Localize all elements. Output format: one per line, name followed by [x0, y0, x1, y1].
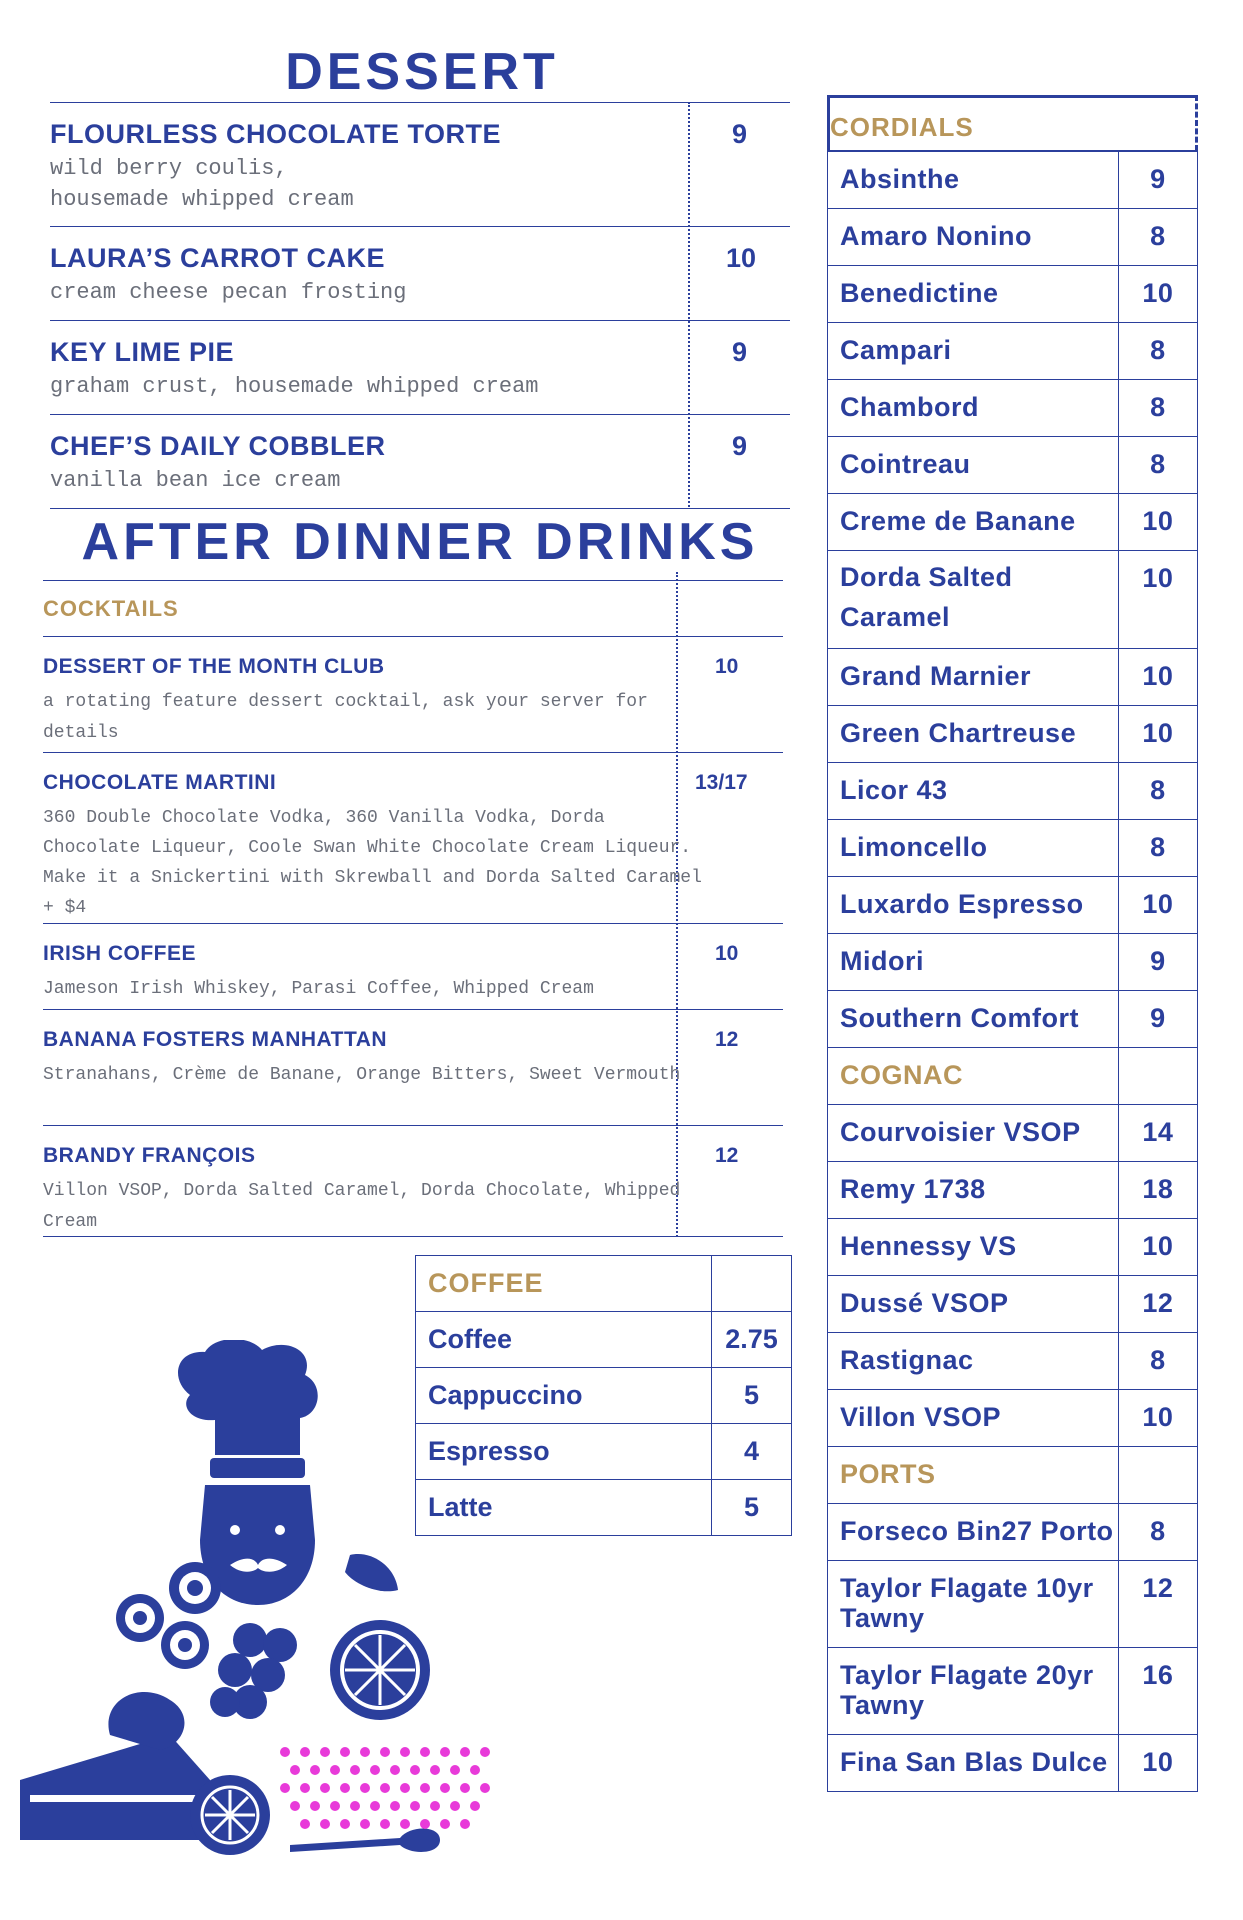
dot-pattern-icon	[280, 1747, 490, 1829]
cordial-name: Green Chartreuse	[828, 706, 1119, 763]
cocktails-end-rule	[43, 1236, 783, 1237]
cordial-name: Southern Comfort	[828, 991, 1119, 1048]
cocktail-name: BRANDY FRANÇOIS	[43, 1144, 256, 1167]
cocktail-item	[43, 1125, 783, 1241]
cocktail-price: 12	[715, 1028, 739, 1051]
coffee-item-name: Coffee	[416, 1312, 712, 1368]
cordial-row	[828, 706, 1198, 763]
chef-hat-icon	[178, 1340, 318, 1455]
dessert-item	[50, 102, 790, 226]
cocktail-name: DESSERT OF THE MONTH CLUB	[43, 655, 385, 678]
dessert-item-name: KEY LIME PIE	[50, 337, 235, 367]
cognac-price: 8	[1118, 1333, 1197, 1390]
cordial-row	[828, 437, 1198, 494]
cordial-name: Grand Marnier	[828, 649, 1119, 706]
cognac-row	[828, 1276, 1198, 1333]
cordial-row	[828, 266, 1198, 323]
leaf-icon	[345, 1554, 398, 1591]
cordial-name: Campari	[828, 323, 1119, 380]
cocktail-price: 12	[715, 1144, 739, 1167]
coffee-header: COFFEE	[416, 1256, 712, 1312]
dessert-item-name: CHEF’S DAILY COBBLER	[50, 431, 386, 461]
cordial-price: 10	[1118, 494, 1197, 551]
coffee-header-row	[416, 1256, 792, 1312]
dessert-item-desc: wild berry coulis, housemade whipped cream	[50, 156, 354, 212]
cocktails-list	[43, 580, 783, 1241]
cordial-name: Cointreau	[828, 437, 1119, 494]
dessert-item-name: LAURA’S CARROT CAKE	[50, 243, 386, 273]
cocktail-desc: Stranahans, Crème de Banane, Orange Bitters, Sweet Vermouth	[43, 1065, 681, 1085]
cognac-price: 10	[1118, 1390, 1197, 1447]
cognac-name: Courvoisier VSOP	[828, 1105, 1119, 1162]
cognac-row	[828, 1162, 1198, 1219]
cocktail-item	[43, 1009, 783, 1125]
cocktail-desc: Villon VSOP, Dorda Salted Caramel, Dorda Chocolate, Whipped Cream	[43, 1181, 681, 1232]
cognac-name: Remy 1738	[828, 1162, 1119, 1219]
cordial-price: 9	[1118, 991, 1197, 1048]
dessert-item-price: 9	[732, 119, 748, 149]
coffee-header-empty	[712, 1256, 792, 1312]
cordial-price: 10	[1118, 706, 1197, 763]
cordials-header-row	[827, 95, 1198, 151]
cognac-row	[828, 1105, 1198, 1162]
cognac-header-row	[828, 1048, 1198, 1105]
cordial-row	[828, 152, 1198, 209]
chef-with-desserts-illustration	[0, 1340, 500, 1860]
port-price: 16	[1118, 1648, 1197, 1735]
port-name: Fina San Blas Dulce	[828, 1735, 1119, 1792]
coffee-item-name: Latte	[416, 1480, 712, 1536]
spirits-table	[827, 151, 1198, 1792]
cordial-row	[828, 934, 1198, 991]
coffee-item-name: Espresso	[416, 1424, 712, 1480]
cordial-price: 8	[1118, 323, 1197, 380]
cordial-row	[828, 209, 1198, 266]
cocktail-price: 13/17	[695, 771, 748, 794]
dessert-item-name: FLOURLESS CHOCOLATE TORTE	[50, 119, 501, 149]
cordial-price: 8	[1118, 820, 1197, 877]
cordial-price: 10	[1118, 877, 1197, 934]
cordial-name: Absinthe	[828, 152, 1119, 209]
cordial-name: Dorda Salted Caramel	[828, 551, 1119, 649]
port-row	[828, 1561, 1198, 1648]
cognac-name: Villon VSOP	[828, 1390, 1119, 1447]
cognac-row	[828, 1333, 1198, 1390]
cognac-header: COGNAC	[828, 1048, 1119, 1105]
cocktail-name: IRISH COFFEE	[43, 942, 197, 965]
cordial-name: Limoncello	[828, 820, 1119, 877]
cordial-price: 10	[1118, 551, 1197, 649]
cognac-name: Rastignac	[828, 1333, 1119, 1390]
coffee-item-price: 5	[712, 1480, 792, 1536]
cordial-price: 10	[1118, 266, 1197, 323]
cordial-name: Licor 43	[828, 763, 1119, 820]
dessert-item-desc: cream cheese pecan frosting	[50, 280, 407, 305]
dessert-item-price: 9	[732, 337, 748, 367]
cordial-name: Benedictine	[828, 266, 1119, 323]
ports-header-row	[828, 1447, 1198, 1504]
coffee-item-price: 2.75	[712, 1312, 792, 1368]
dessert-item-desc: graham crust, housemade whipped cream	[50, 374, 539, 399]
cordial-row	[828, 991, 1198, 1048]
cocktail-price: 10	[715, 655, 739, 678]
dessert-item-price: 9	[732, 431, 748, 461]
cocktails-header-label: COCKTAILS	[43, 596, 179, 621]
cordial-row	[828, 551, 1198, 649]
cognac-price: 18	[1118, 1162, 1197, 1219]
dessert-item	[50, 226, 790, 320]
port-row	[828, 1648, 1198, 1735]
cordial-price: 9	[1118, 152, 1197, 209]
port-row	[828, 1735, 1198, 1792]
dessert-item-price: 10	[726, 243, 757, 273]
cordial-row	[828, 877, 1198, 934]
cordial-price: 9	[1118, 934, 1197, 991]
port-name: Taylor Flagate 10yr Tawny	[828, 1561, 1119, 1648]
cordial-row	[828, 494, 1198, 551]
cordial-name: Creme de Banane	[828, 494, 1119, 551]
cordial-row	[828, 649, 1198, 706]
cocktails-header	[43, 580, 783, 636]
spirits-column	[827, 95, 1198, 1792]
dessert-item	[50, 414, 790, 509]
dessert-item-desc: vanilla bean ice cream	[50, 468, 341, 493]
ports-header: PORTS	[828, 1447, 1119, 1504]
cordial-name: Midori	[828, 934, 1119, 991]
cordial-price: 10	[1118, 649, 1197, 706]
cognac-price: 14	[1118, 1105, 1197, 1162]
pie-slice-icon	[20, 1735, 210, 1840]
port-price: 12	[1118, 1561, 1197, 1648]
port-row	[828, 1504, 1198, 1561]
cognac-name: Hennessy VS	[828, 1219, 1119, 1276]
cognac-row	[828, 1390, 1198, 1447]
cordial-price: 8	[1118, 437, 1197, 494]
port-name: Taylor Flagate 20yr Tawny	[828, 1648, 1119, 1735]
cognac-price: 12	[1118, 1276, 1197, 1333]
cocktail-name: BANANA FOSTERS MANHATTAN	[43, 1028, 388, 1051]
cognac-price: 10	[1118, 1219, 1197, 1276]
cocktail-desc: a rotating feature dessert cocktail, ask your server for details	[43, 692, 648, 743]
cocktail-desc: Jameson Irish Whiskey, Parasi Coffee, Whipped Cream	[43, 979, 594, 999]
coffee-item-price: 4	[712, 1424, 792, 1480]
cocktail-desc: 360 Double Chocolate Vodka, 360 Vanilla Vodka, Dorda Chocolate Liqueur, Coole Swan White Chocolate Cream Liqueur. Make it a Snickertini with Skrewball and Dorda Salted Caramel + $4	[43, 808, 702, 918]
cocktail-item	[43, 923, 783, 1009]
dessert-item	[50, 320, 790, 414]
cordials-header: CORDIALS	[830, 112, 974, 142]
cordial-row	[828, 380, 1198, 437]
coffee-item-name: Cappuccino	[416, 1368, 712, 1424]
spoon-icon	[290, 1828, 440, 1852]
cordial-row	[828, 323, 1198, 380]
port-price: 8	[1118, 1504, 1197, 1561]
cordial-name: Amaro Nonino	[828, 209, 1119, 266]
cocktail-price: 10	[715, 942, 739, 965]
cognac-header-empty	[1118, 1048, 1197, 1105]
cordial-name: Luxardo Espresso	[828, 877, 1119, 934]
cordial-row	[828, 820, 1198, 877]
cordial-price: 8	[1118, 763, 1197, 820]
hat-band-icon	[210, 1458, 305, 1478]
after-dinner-drinks-title: AFTER DINNER DRINKS	[81, 513, 759, 571]
cordial-price: 8	[1118, 209, 1197, 266]
cordial-row	[828, 763, 1198, 820]
dessert-list	[50, 102, 790, 509]
cocktail-name: CHOCOLATE MARTINI	[43, 771, 277, 794]
cognac-row	[828, 1219, 1198, 1276]
cocktail-item	[43, 752, 783, 923]
cognac-name: Dussé VSOP	[828, 1276, 1119, 1333]
dessert-title: DESSERT	[285, 43, 559, 101]
port-name: Forseco Bin27 Porto	[828, 1504, 1119, 1561]
cordial-name: Chambord	[828, 380, 1119, 437]
coffee-item-price: 5	[712, 1368, 792, 1424]
cordial-price: 8	[1118, 380, 1197, 437]
ports-header-empty	[1118, 1447, 1197, 1504]
cocktail-item	[43, 636, 783, 752]
port-price: 10	[1118, 1735, 1197, 1792]
